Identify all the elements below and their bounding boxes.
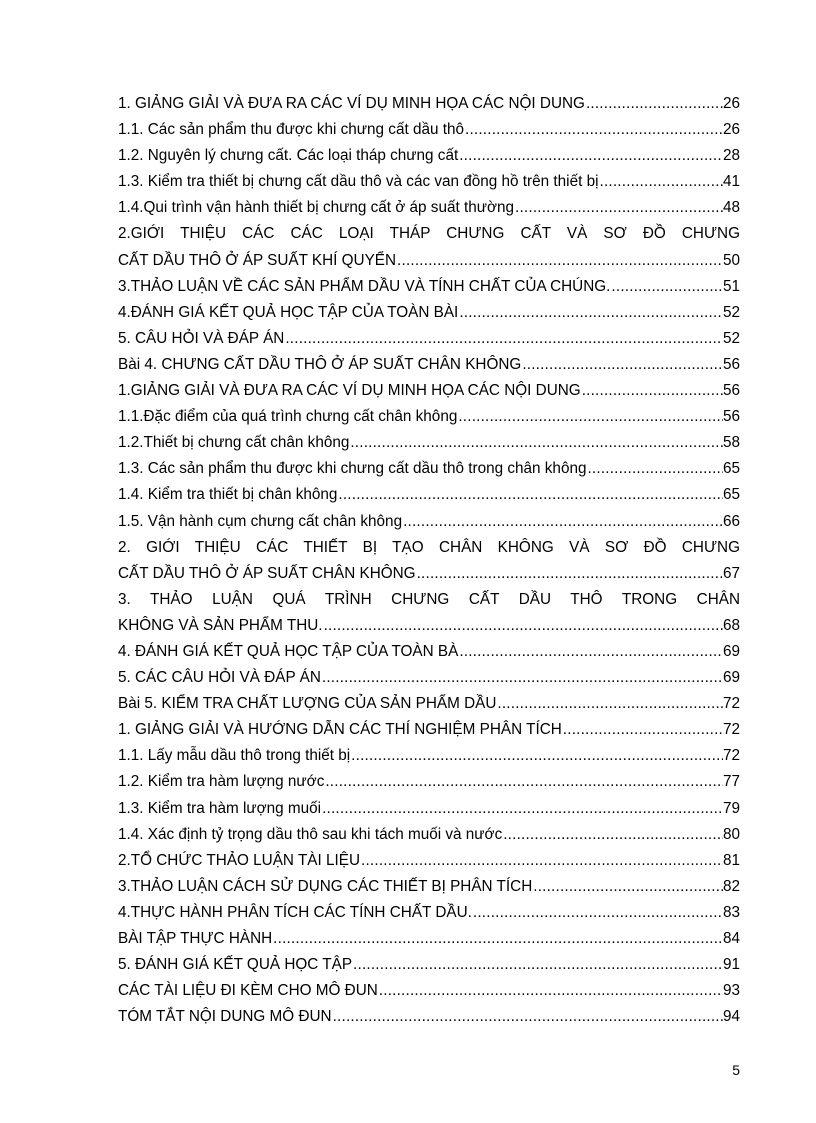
- toc-entry[interactable]: [118, 378, 740, 404]
- toc-entry[interactable]: [118, 639, 740, 665]
- toc-entry-page: 28: [722, 147, 740, 165]
- toc-entry-page: 84: [722, 930, 740, 947]
- table-of-contents: [118, 91, 740, 1030]
- dot-leader: [459, 639, 723, 665]
- toc-entry-page: 67: [722, 564, 740, 582]
- toc-entry-page: 81: [722, 851, 740, 869]
- toc-entry-title-line: 3. THẢO LUẬN QUÁ TRÌNH CHƯNG CẤT DẦU THÔ TRONG CHÂN: [118, 590, 740, 608]
- toc-entry-title: Bài 4. CHƯNG CẤT DẦU THÔ Ở ÁP SUẤT CHÂN KHÔNG: [118, 355, 522, 373]
- toc-entry-title: 1.1.Đặc điểm của quá trình chưng cất chân không: [118, 408, 458, 426]
- toc-entry-page: 83: [722, 903, 740, 921]
- toc-entry-line: [118, 300, 740, 326]
- dot-leader: [273, 926, 723, 952]
- toc-entry-title: 1.3. Các sản phẩm thu được khi chưng cất dầu thô trong chân không: [118, 460, 587, 478]
- toc-entry-title: CẤT DẦU THÔ Ở ÁP SUẤT CHÂN KHÔNG: [118, 564, 416, 582]
- dot-leader: [351, 743, 723, 769]
- toc-entry[interactable]: [118, 926, 740, 952]
- toc-entry-line: [118, 482, 740, 508]
- toc-entry-line: [118, 378, 740, 404]
- toc-entry[interactable]: [118, 874, 740, 900]
- toc-entry[interactable]: [118, 743, 740, 769]
- toc-entry-page: 69: [722, 669, 740, 687]
- toc-entry-line: [118, 456, 740, 482]
- toc-entry-page: 58: [722, 434, 740, 452]
- toc-entry[interactable]: [118, 221, 740, 273]
- dot-leader: [459, 143, 723, 169]
- dot-leader: [563, 717, 723, 743]
- dot-leader: [600, 169, 723, 195]
- toc-entry-page: 69: [722, 642, 740, 660]
- toc-entry-line: [118, 900, 740, 926]
- toc-entry-line: [118, 169, 740, 195]
- toc-entry[interactable]: [118, 404, 740, 430]
- toc-entry-page: 48: [722, 199, 740, 217]
- toc-entry[interactable]: [118, 91, 740, 117]
- toc-entry-line: [118, 848, 740, 874]
- dot-leader: [497, 691, 723, 717]
- toc-entry-title: 2.TỔ CHỨC THẢO LUẬN TÀI LIỆU: [118, 851, 361, 869]
- toc-entry[interactable]: [118, 665, 740, 691]
- toc-entry-page: 79: [722, 799, 740, 817]
- toc-entry-title: 1.4. Kiểm tra thiết bị chân không: [118, 486, 338, 504]
- dot-leader: [379, 978, 723, 1004]
- toc-entry-line: [118, 117, 740, 143]
- toc-entry[interactable]: [118, 117, 740, 143]
- toc-entry-page: 51: [722, 277, 740, 295]
- toc-entry-line: [118, 796, 740, 822]
- toc-entry-page: 41: [722, 173, 740, 191]
- toc-entry-line: [118, 404, 740, 430]
- toc-entry-title: 1.3. Kiểm tra thiết bị chưng cất dầu thô và các van đồng hồ trên thiết bị: [118, 173, 599, 191]
- toc-entry-line: [118, 91, 740, 117]
- toc-entry-page: 50: [722, 251, 740, 269]
- toc-entry[interactable]: [118, 352, 740, 378]
- toc-entry-title: CÁC TÀI LIỆU ĐI KÈM CHO MÔ ĐUN: [118, 982, 378, 1000]
- toc-entry-page: 93: [722, 982, 740, 1000]
- toc-entry-line: [118, 430, 740, 456]
- toc-entry-line: [118, 639, 740, 665]
- toc-entry-line: [118, 1004, 740, 1030]
- toc-entry-title-line: 2. GIỚI THIỆU CÁC THIẾT BỊ TẠO CHÂN KHÔNG VÀ SƠ ĐỒ CHƯNG: [118, 538, 740, 556]
- dot-leader: [325, 769, 723, 795]
- toc-entry-page: 52: [722, 303, 740, 321]
- toc-entry-page: 56: [722, 355, 740, 373]
- toc-entry[interactable]: [118, 430, 740, 456]
- toc-entry-page: 26: [722, 95, 740, 112]
- toc-entry[interactable]: [118, 300, 740, 326]
- toc-entry-line: [118, 561, 740, 587]
- toc-entry-page: 82: [722, 877, 740, 895]
- toc-entry[interactable]: [118, 169, 740, 195]
- toc-entry-page: 72: [722, 695, 740, 713]
- toc-entry-page: 26: [722, 121, 740, 139]
- toc-entry-line: [118, 717, 740, 743]
- dot-leader: [361, 848, 723, 874]
- toc-entry[interactable]: [118, 326, 740, 352]
- toc-entry-page: 72: [722, 721, 740, 739]
- dot-leader: [522, 352, 723, 378]
- toc-entry-line: [118, 926, 740, 952]
- toc-entry-page: 80: [722, 825, 740, 843]
- toc-entry[interactable]: [118, 482, 740, 508]
- toc-entry-page: 91: [722, 956, 740, 974]
- dot-leader: [397, 248, 723, 274]
- dot-leader: [350, 430, 723, 456]
- toc-entry-title: BÀI TẬP THỰC HÀNH: [118, 930, 273, 947]
- toc-entry-line: [118, 326, 740, 352]
- toc-entry-title: 1.1. Các sản phẩm thu được khi chưng cất dầu thô: [118, 121, 464, 139]
- toc-entry[interactable]: [118, 587, 740, 639]
- toc-entry-line: [118, 874, 740, 900]
- toc-entry-title: 4.THỰC HÀNH PHÂN TÍCH CÁC TÍNH CHẤT DẦU.: [118, 903, 472, 921]
- toc-entry-page: 77: [722, 773, 740, 791]
- toc-entry-line: [118, 195, 740, 221]
- dot-leader: [582, 378, 723, 404]
- toc-entry-page: 56: [722, 382, 740, 400]
- dot-leader: [333, 1004, 723, 1030]
- toc-entry[interactable]: [118, 952, 740, 978]
- toc-entry-line: [118, 248, 740, 274]
- toc-entry[interactable]: [118, 509, 740, 535]
- toc-entry[interactable]: [118, 822, 740, 848]
- toc-entry-line: [118, 822, 740, 848]
- toc-entry-line: [118, 952, 740, 978]
- toc-entry-line: [118, 352, 740, 378]
- toc-entry-page: 94: [722, 1008, 740, 1026]
- dot-leader: [322, 796, 723, 822]
- toc-entry-line: [118, 143, 740, 169]
- toc-entry-title-line: 2.GIỚI THIỆU CÁC CÁC LOẠI THÁP CHƯNG CẤT VÀ SƠ ĐỒ CHƯNG: [118, 225, 740, 243]
- dot-leader: [324, 613, 723, 639]
- toc-entry-line: [118, 691, 740, 717]
- toc-entry[interactable]: [118, 1004, 740, 1030]
- toc-entry-page: 72: [722, 747, 740, 765]
- dot-leader: [465, 117, 723, 143]
- toc-entry[interactable]: [118, 456, 740, 482]
- dot-leader: [587, 456, 723, 482]
- toc-entry-title: 5. ĐÁNH GIÁ KẾT QUẢ HỌC TẬP: [118, 956, 353, 974]
- toc-entry-title: 1.5. Vận hành cụm chưng cất chân không: [118, 512, 403, 530]
- toc-entry-title: 1.1. Lấy mẫu dầu thô trong thiết bị: [118, 747, 351, 765]
- dot-leader: [353, 952, 723, 978]
- toc-entry-title: 1.3. Kiểm tra hàm lượng muối: [118, 799, 322, 817]
- toc-entry-title: 1. GIẢNG GIẢI VÀ ĐƯA RA CÁC VÍ DỤ MINH HỌA CÁC NỘI DUNG: [118, 95, 585, 112]
- toc-entry-title: 4. ĐÁNH GIÁ KẾT QUẢ HỌC TẬP CỦA TOÀN BÀ: [118, 642, 459, 660]
- toc-entry-page: 52: [722, 329, 740, 347]
- toc-entry-title: 3.THẢO LUẬN CÁCH SỬ DỤNG CÁC THIẾT BỊ PHÂN TÍCH: [118, 877, 533, 895]
- toc-entry[interactable]: [118, 769, 740, 795]
- toc-entry-title: KHÔNG VÀ SẢN PHẨM THU.: [118, 616, 323, 634]
- dot-leader: [459, 300, 723, 326]
- toc-entry[interactable]: [118, 978, 740, 1004]
- toc-entry[interactable]: [118, 143, 740, 169]
- toc-entry-page: 65: [722, 486, 740, 504]
- dot-leader: [586, 91, 723, 117]
- toc-entry-title: 1.2. Kiểm tra hàm lượng nước: [118, 773, 325, 791]
- toc-entry-page: 65: [722, 460, 740, 478]
- dot-leader: [338, 482, 723, 508]
- toc-entry-title: 1.2.Thiết bị chưng cất chân không: [118, 434, 350, 452]
- toc-entry-title: 3.THẢO LUẬN VỀ CÁC SẢN PHẨM DẦU VÀ TÍNH CHẤT CỦA CHÚNG.: [118, 277, 611, 295]
- dot-leader: [403, 509, 723, 535]
- dot-leader: [533, 874, 723, 900]
- toc-entry-title: 1.2. Nguyên lý chưng cất. Các loại tháp chưng cất: [118, 147, 459, 165]
- toc-entry-title: 5. CÂU HỎI VÀ ĐÁP ÁN: [118, 329, 285, 347]
- toc-entry-title: TÓM TẮT NỘI DUNG MÔ ĐUN: [118, 1008, 332, 1026]
- page-number: 5: [732, 1062, 740, 1078]
- dot-leader: [473, 900, 723, 926]
- toc-entry-title: 1. GIẢNG GIẢI VÀ HƯỚNG DẪN CÁC THÍ NGHIỆM PHÂN TÍCH: [118, 721, 562, 739]
- toc-entry[interactable]: [118, 691, 740, 717]
- dot-leader: [503, 822, 723, 848]
- toc-entry[interactable]: [118, 717, 740, 743]
- toc-entry-line: [118, 274, 740, 300]
- toc-entry-line: [118, 665, 740, 691]
- toc-entry-line: [118, 978, 740, 1004]
- toc-entry-line: [118, 613, 740, 639]
- dot-leader: [285, 326, 723, 352]
- dot-leader: [458, 404, 723, 430]
- toc-entry-line: [118, 769, 740, 795]
- toc-entry-title: 1.GIẢNG GIẢI VÀ ĐƯA RA CÁC VÍ DỤ MINH HỌA CÁC NỘI DUNG: [118, 382, 581, 400]
- toc-entry-title: CẤT DẦU THÔ Ở ÁP SUẤT KHÍ QUYỂN: [118, 251, 397, 269]
- toc-entry-title: 5. CÁC CÂU HỎI VÀ ĐÁP ÁN: [118, 669, 321, 687]
- dot-leader: [417, 561, 723, 587]
- toc-entry-line: [118, 743, 740, 769]
- toc-entry-page: 56: [722, 408, 740, 426]
- toc-entry[interactable]: [118, 274, 740, 300]
- toc-entry[interactable]: [118, 900, 740, 926]
- toc-entry-title: 1.4. Xác định tỷ trọng dầu thô sau khi tách muối và nước: [118, 825, 503, 843]
- toc-entry[interactable]: [118, 535, 740, 587]
- dot-leader: [322, 665, 723, 691]
- toc-entry-title: Bài 5. KIỂM TRA CHẤT LƯỢNG CỦA SẢN PHẨM DẦU: [118, 695, 497, 713]
- toc-entry[interactable]: [118, 796, 740, 822]
- toc-entry-line: [118, 509, 740, 535]
- toc-entry-title: 4.ĐÁNH GIÁ KẾT QUẢ HỌC TẬP CỦA TOÀN BÀI: [118, 303, 459, 321]
- toc-entry[interactable]: [118, 848, 740, 874]
- dot-leader: [515, 195, 723, 221]
- toc-entry-page: 66: [722, 512, 740, 530]
- dot-leader: [611, 274, 723, 300]
- toc-entry-title: 1.4.Qui trình vận hành thiết bị chưng cất ở áp suất thường: [118, 199, 515, 217]
- toc-entry-page: 68: [722, 616, 740, 634]
- toc-entry[interactable]: [118, 195, 740, 221]
